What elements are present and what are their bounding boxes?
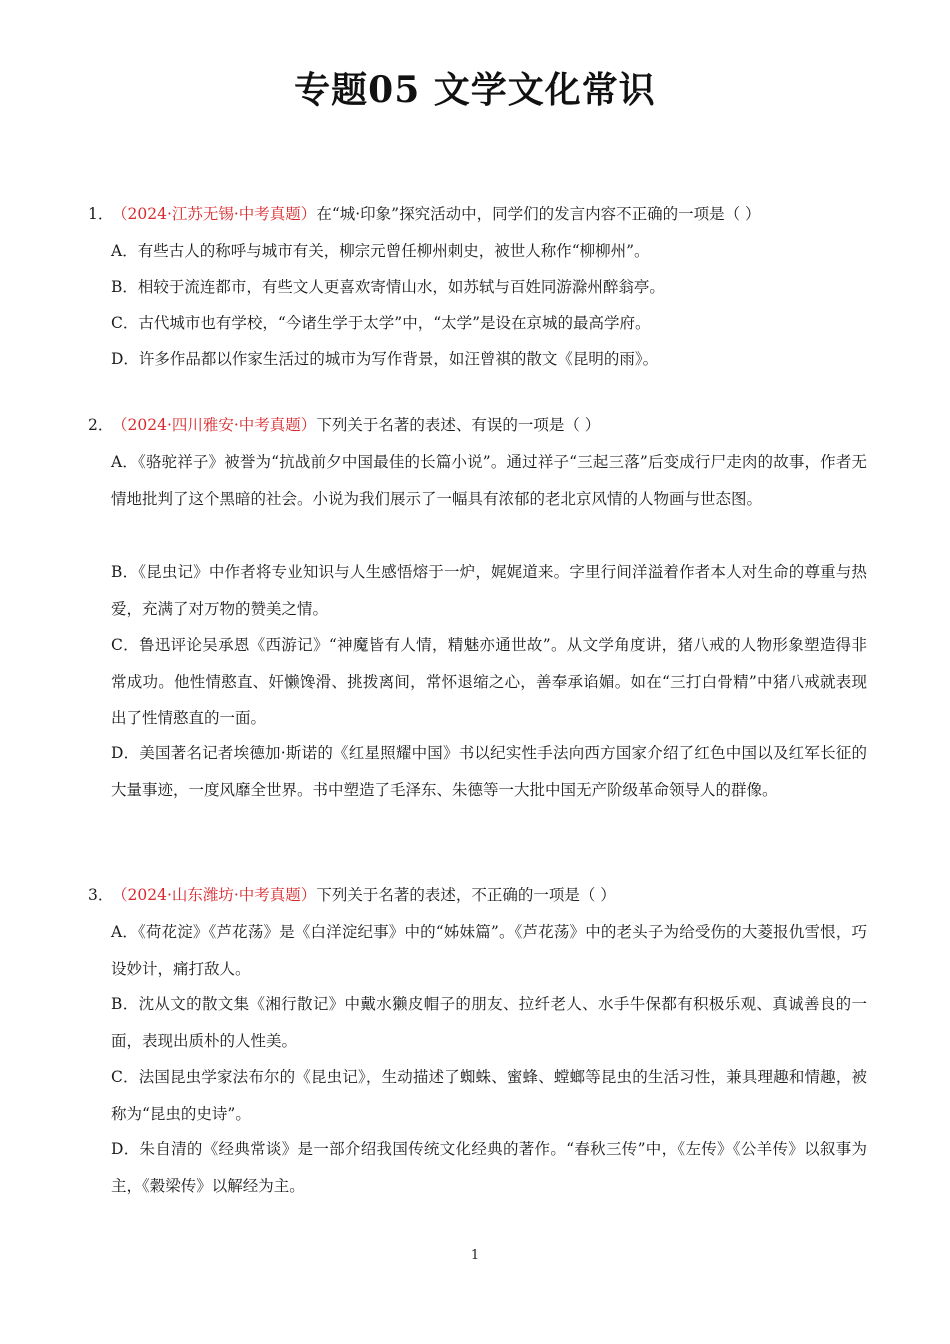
option-a: A．《荷花淀》《芦花荡》是《白洋淀纪事》中的“姊妹篇”。《芦花荡》中的老头子为给受伤的大菱报仇雪恨，巧设妙计，痛打敌人。 <box>111 923 867 978</box>
option-b: B．《昆虫记》中作者将专业知识与人生感悟熔于一炉，娓娓道来。字里行间洋溢着作者本人对生命的尊重与热爱，充满了对万物的赞美之情。 <box>111 563 867 618</box>
question-stem <box>88 407 878 444</box>
option-b: B．相较于流连都市，有些文人更喜欢寄情山水，如苏轼与百姓同游滁州醉翁亭。 <box>111 278 665 296</box>
page-number: 1 <box>470 1248 480 1263</box>
option-d: D．美国著名记者埃德加·斯诺的《红星照耀中国》书以纪实性手法向西方国家介绍了红色中国以及红军长征的大量事迹，一度风靡全世界。书中塑造了毛泽东、朱德等一大批中国无产阶级革命领导人的群像。 <box>111 744 867 799</box>
option-d: D．朱自清的《经典常谈》是一部介绍我国传统文化经典的著作。“春秋三传”中，《左传》《公羊传》以叙事为主，《穀梁传》以解经为主。 <box>111 1140 867 1195</box>
question-number: 3． <box>88 886 114 904</box>
option-a: A．有些古人的称呼与城市有关，柳宗元曾任柳州刺史，被世人称作“柳柳州”。 <box>111 242 650 260</box>
option-c: C．鲁迅评论吴承恩《西游记》“神魔皆有人情，精魅亦通世故”。从文学角度讲，猪八戒的人物形象塑造得非常成功。他性情憨直、奸懒馋滑、挑拨离间，常怀退缩之心，善奉承谄媚。如在“三打白骨精”中猪八戒就表现出了性情憨直的一面。 <box>111 636 867 727</box>
question-number: 1． <box>88 205 114 223</box>
question-text: 在“城·印象”探究活动中，同学们的发言内容不正确的一项是（ ） <box>316 205 761 223</box>
option-b: B．沈从文的散文集《湘行散记》中戴水獭皮帽子的朋友、拉纤老人、水手牛保都有积极乐观、真诚善良的一面，表现出质朴的人性美。 <box>111 995 867 1050</box>
question-stem <box>88 196 878 233</box>
option-a: A．《骆驼祥子》被誉为“抗战前夕中国最佳的长篇小说”。通过祥子“三起三落”后变成行尸走肉的故事，作者无情地批判了这个黑暗的社会。小说为我们展示了一幅具有浓郁的老北京风情的人物画与世态图。 <box>111 453 867 508</box>
option-c: C．法国昆虫学家法布尔的《昆虫记》，生动描述了蜘蛛、蜜蜂、螳螂等昆虫的生活习性，兼具理趣和情趣，被称为“昆虫的史诗”。 <box>111 1068 867 1123</box>
question-stem <box>88 877 878 914</box>
option-c: C．古代城市也有学校，“今诸生学于太学”中，“太学”是设在京城的最高学府。 <box>111 314 651 332</box>
question-text: 下列关于名著的表述、有误的一项是（ ） <box>316 416 601 434</box>
page-title: 专题05 文学文化常识 <box>294 69 656 111</box>
question-source: （2024·山东潍坊·中考真题） <box>112 886 317 904</box>
option-d: D．许多作品都以作家生活过的城市为写作背景，如汪曾祺的散文《昆明的雨》。 <box>111 350 659 368</box>
question-source: （2024·四川雅安·中考真题） <box>112 416 317 434</box>
question-text: 下列关于名著的表述，不正确的一项是（ ） <box>316 886 616 904</box>
question-source: （2024·江苏无锡·中考真题） <box>112 205 317 223</box>
question-number: 2． <box>88 416 114 434</box>
